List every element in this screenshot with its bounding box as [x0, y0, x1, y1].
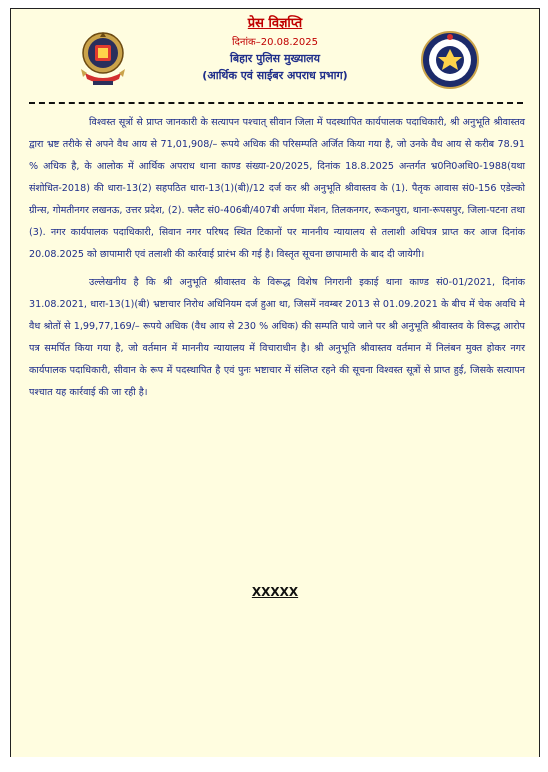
department-name: (आर्थिक एवं साईबर अपराध प्रभाग): [202, 69, 348, 82]
header: [11, 9, 539, 101]
paragraph-1: विश्वस्त सूत्रों से प्राप्त जानकारी के सत्यापन पश्चात् सीवान जिला में पदस्थापित कार्यपालक पदाधिकारी, श्री अनुभूति श्रीवास्तव द्वारा भ्रष्ट तरीके से अपने वैध आय से 71,01,908/– रूपये अधिक की परिसम्पति अर्जित किया गया है, जो उनके वैध आय से करीब 78.91 % अधिक है, के आलोक में आर्थिक अपराध थाना काण्ड संख्या-20/2025, दिनांक 18.8.2025 अन्तर्गत भ्र0नि0अधि0-1988(यथा संशोधित-2018) की धारा-13(2) सहपठित धारा-13(1)(बी)/12 दर्ज कर श्री अनुभूति श्रीवास्तव के (1). पैतृक आवास सं0-156 एडेल्को ग्रीन्स, गोमतीनगर लखनऊ, उत्तर प्रदेश, (2). फ्लैट सं0-406बी/407बी अर्पणा मेंशन, तिलकनगर, रूकनपुरा, थाना-रूपसपुर, जिला-पटना तथा (3). नगर कार्यपालक पदाधिकारी, सिवान नगर परिषद स्थित टिकानों पर माननीय न्यायालय से तलाशी अधिपत्र प्राप्त कर आज दिनांक 20.08.2025 को छापामारी एवं तलाशी की कार्रवाई प्रारंभ की गई है। विस्तृत सूचना छापामारी के बाद दी जायेगी।: [29, 117, 525, 260]
eow-emblem-icon: [419, 29, 481, 91]
release-date: दिनांक–20.08.2025: [232, 37, 318, 48]
end-mark: XXXXX: [251, 585, 299, 599]
release-body: [29, 112, 525, 410]
bihar-police-emblem-icon: [73, 29, 133, 99]
paragraph-2: उल्लेखनीय है कि श्री अनुभूति श्रीवास्तव के विरूद्ध विशेष निगरानी इकाई थाना काण्ड सं0-01/2021, दिनांक 31.08.2021, धारा-13(1)(बी) भ्रष्टाचार निरोध अधिनियम दर्ज हुआ था, जिसमें नवम्बर 2013 से 01.09.2021 के बीच में चेक अवधि मे वैध श्रोतों से 1,99,77,169/– रूपये अधिक (वैध आय से 230 % अधिक) की सम्पति पाये जाने पर श्री अनुभूति श्रीवास्तव के विरूद्ध आरोप पत्र समर्पित किया गया है, जो वर्तमान में माननीय न्यायालय में विचाराधीन है। श्री अनुभूति श्रीवास्तव वर्तमान में निलंबन मुक्त होकर नगर कार्यपालक पदाधिकारी, सीवान के रूप में पदस्थापित है एवं पुनः भष्टाचार में संलिप्त रहने की सूचना विश्वस्त सूत्रों से प्राप्त हुई, जिसके सत्यापन पश्चात यह कार्रवाई की जा रही है।: [29, 277, 525, 398]
press-release-page: [10, 8, 540, 757]
header-divider: [29, 102, 523, 104]
headquarters-name: बिहार पुलिस मुख्यालय: [229, 52, 321, 65]
press-release-title: प्रेस विज्ञप्ति: [247, 16, 303, 31]
